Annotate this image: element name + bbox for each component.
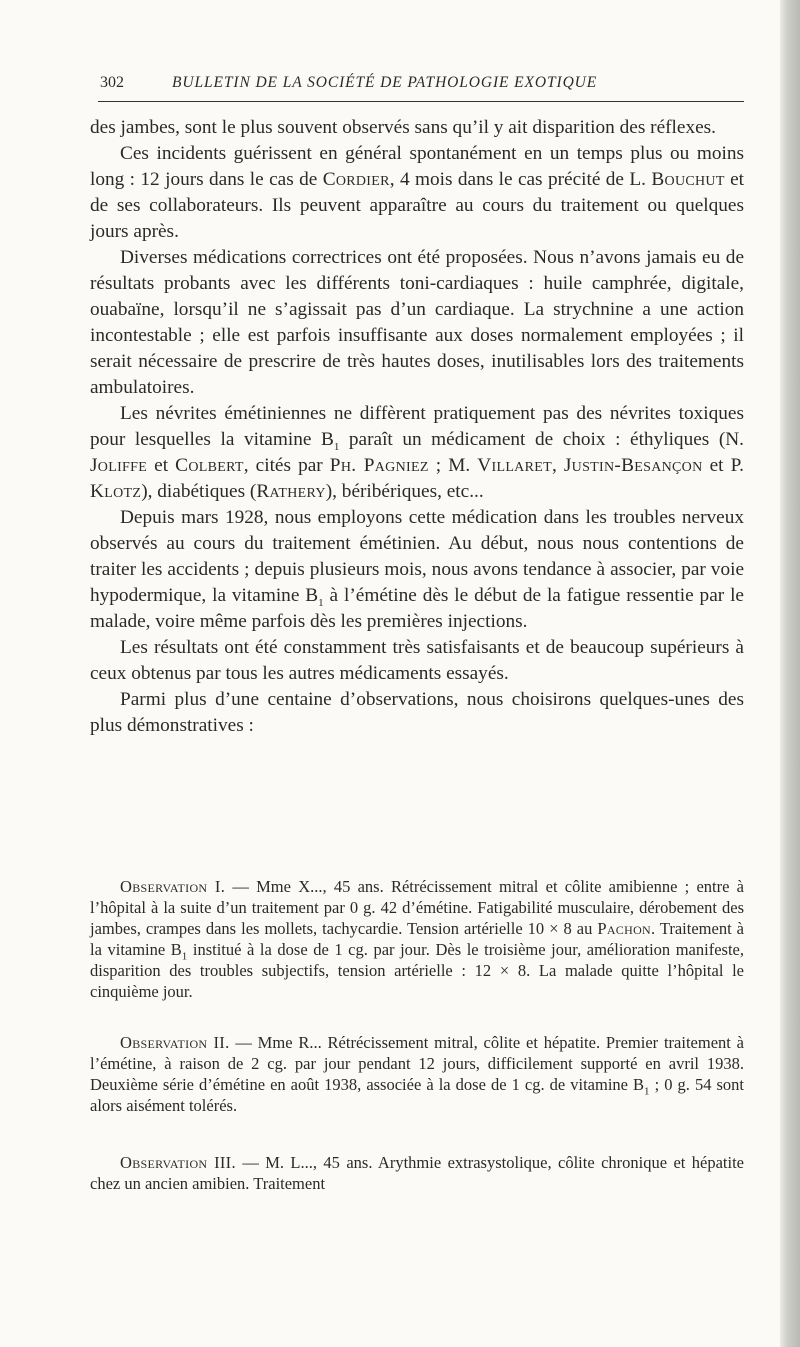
page-edge-shadow	[780, 0, 800, 1347]
observation-1: Observation I. — Mme X..., 45 ans. Rétrécissement mitral et côlite amibienne ; entre à l’hôpital à la suite d’un traitement par 0 g. 42 d’émétine. Fatigabilité musculaire, dérobement des jambes, crampes dans les mollets, tachycardie. Tension artérielle 10 × 8 au Pachon. Traitement à la vitamine $B_1$ institué à la dose de 1 cg. par jour. Dès le troisième jour, amélioration manifeste, disparition des troubles subjectifs, tension artérielle : 12 × 8. La malade quitte l’hôpital le cinquième jour.	[90, 877, 744, 1001]
author-colbert: Colbert	[175, 455, 244, 476]
paragraph-3: Diverses médications correctrices ont été proposées. Nous n’avons jamais eu de résultats probants avec les différents toni-cardiaques : huile camphrée, digitale, ouabaïne, lorsqu’il ne s’agissait pas d’un cardiaque. La strychnine a une action incontestable ; elle est parfois insuffisante aux doses normalement employées ; il serait nécessaire de prescrire de très hautes doses, inutilisables lors des traitements ambulatoires.	[90, 247, 744, 398]
author-villaret: Villaret	[477, 455, 552, 476]
author-bouchut: Bouchut	[651, 169, 725, 190]
paragraph-2: Ces incidents guérissent en général spontanément en un temps plus ou moins long : 12 jours dans le cas de Cordier, 4 mois dans le cas précité de L. Bouchut et de ses collaborateurs. Ils peuvent apparaître au cours du traitement ou quelques jours après.	[90, 143, 744, 242]
author-cordier: Cordier	[322, 169, 390, 190]
observation-3-label: Observation III.	[120, 1153, 236, 1172]
running-title: BULLETIN DE LA SOCIÉTÉ DE PATHOLOGIE EXOTIQUE	[172, 74, 598, 91]
paragraph-4: Les névrites émétiniennes ne diffèrent pratiquement pas des névrites toxiques pour lesquelles la vitamine $B_1$ paraît un médicament de choix : éthyliques (N. Joliffe et Colbert, cités par Ph. Pagniez ; M. Villaret, Justin-Besançon et P. Klotz), diabétiques (Rathery), béribériques, etc...	[90, 403, 744, 502]
observation-2-label: Observation II.	[120, 1033, 230, 1052]
page-header	[98, 74, 744, 98]
author-klotz: Klotz	[90, 481, 142, 502]
paragraph-7: Parmi plus d’une centaine d’observations, nous choisirons quelques-unes des plus démonstratives :	[90, 689, 744, 736]
page-number: 302	[100, 74, 124, 91]
author-rathery: Rathery	[256, 481, 326, 502]
author-joliffe: Joliffe	[90, 455, 148, 476]
author-besancon: Justin-Besançon	[563, 455, 703, 476]
observation-3: Observation III. — M. L..., 45 ans. Arythmie extrasystolique, côlite chronique et hépatite chez un ancien amibien. Traitement	[90, 1153, 744, 1193]
paragraph-5: Depuis mars 1928, nous employons cette médication dans les troubles nerveux observés au cours du traitement émétinien. Au début, nous nous contentions de traiter les accidents ; depuis plusieurs mois, nous avons tendance à associer, par voie hypodermique, la vitamine $B_1$ à l’émétine dès le début de la fatigue ressentie par le malade, voire même parfois dès les premières injections.	[90, 507, 744, 632]
paragraph-1: des jambes, sont le plus souvent observés sans qu’il y ait disparition des réflexes.	[90, 117, 716, 138]
observation-1-label: Observation I.	[120, 877, 226, 896]
author-pagniez: Ph. Pagniez	[329, 455, 429, 476]
author-pachon: Pachon	[597, 919, 652, 938]
paragraph-6: Les résultats ont été constamment très satisfaisants et de beaucoup supérieurs à ceux obtenus par tous les autres médicaments essayés.	[90, 637, 744, 684]
header-rule	[98, 101, 744, 102]
body-text	[90, 115, 744, 739]
observation-2: Observation II. — Mme R... Rétrécissement mitral, côlite et hépatite. Premier traitement à l’émétine, à raison de 2 cg. par jour pendant 12 jours, difficilement supporté en avril 1938. Deuxième série d’émétine en août 1938, associée à la dose de 1 cg. de vitamine $B_1$ ; 0 g. 54 sont alors aisément tolérés.	[90, 1033, 745, 1115]
